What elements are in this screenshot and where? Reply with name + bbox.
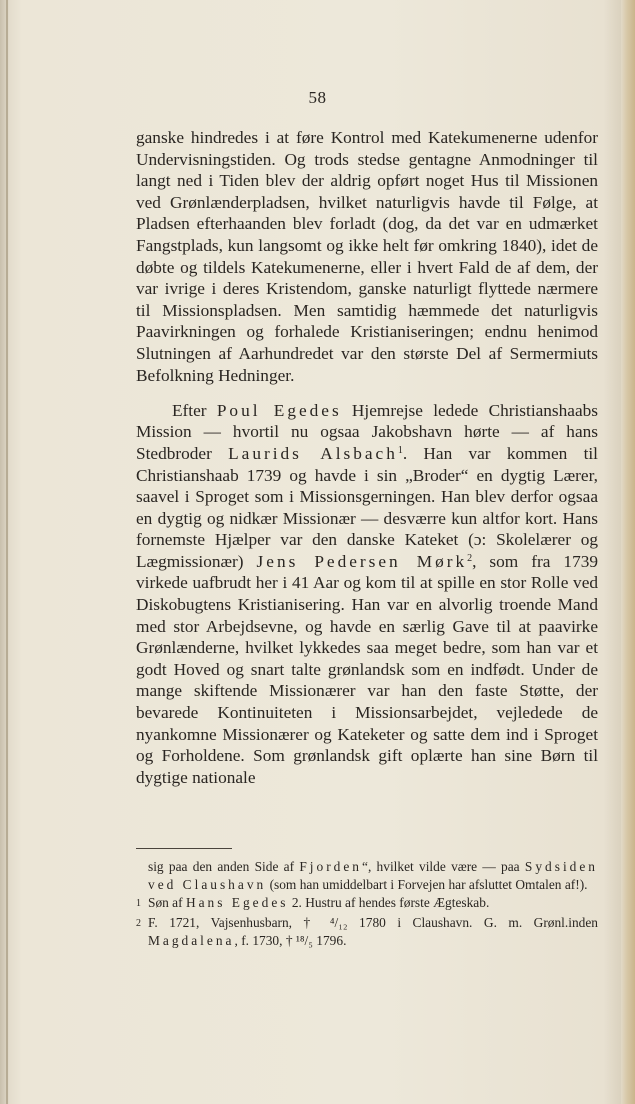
- emphasis-sydsiden: Sydsiden ved Claushavn: [148, 859, 598, 893]
- text-segment: , f. 1730, † ¹⁸/₅ 1796.: [234, 932, 347, 948]
- text-segment: Hjemrejse ledede Christianshaabs Mission — hvortil nu ogsaa Jakobshavn hørte — af hans Stedbroder: [136, 400, 598, 463]
- footnote-text: [148, 914, 598, 950]
- footnote-continuation: [136, 858, 598, 894]
- page-number: 58: [308, 88, 327, 107]
- text-segment: 2. Hustru af hendes første Ægteskab.: [288, 895, 490, 911]
- name-poul-egede: Poul Egedes: [216, 400, 342, 420]
- text-segment: F. 1721, Vajsenhusbarn, † ⁴/₁₂ 1780 i Claushavn. G. m. Grønl.inden: [148, 914, 598, 930]
- paragraph-2: [136, 400, 598, 789]
- footnote-text: [148, 894, 598, 913]
- paragraph-1: ganske hindredes i at føre Kontrol med Katekumenerne udenfor Undervisningstiden. Og trods stedse gentagne Anmodninger til langt ned i Tiden blev der aldrig opført noget Hus til Missionen ved Grønlænderpladsen, hvilket naturligvis havde til Følge, at Pladsen efterhaanden blev forladt (dog, da det var en udmærket Fangstplads, kun langsomt og ikke helt før omkring 1840), idet de døbte og tildels Katekumenerne, eller i hvert Fald de af dem, der var ivrige i deres Kristendom, ganske naturligt flyttede nærmere til Missionspladsen. Men samtidig hæmmede det naturligvis Paavirkningen og forhalede Kristianiseringen; endnu henimod Slutningen af Aarhundredet var den største Del af Sermermiuts Befolkning Hedninger.: [136, 128, 598, 385]
- text-segment: (som han umiddelbart i Forvejen har afsluttet Omtalen af!).: [266, 877, 588, 893]
- text-segment: . Han var kommen til Christianshaab 1739 og havde i sin „Broder“ en dygtig Lærer, saavel i Sproget som i Missionsgerningen. Han blev derfor ogsaa en dygtig og nidkær Missionær — desværre kun altfor kort. Hans fornemste Hjælper var den danske Kateket (ɔ: Skolelærer og Lægmissionær): [136, 443, 598, 571]
- text-segment: Efter: [172, 400, 217, 420]
- page-left-edge: [6, 0, 8, 1104]
- text-segment: Søn af: [148, 895, 186, 911]
- emphasis-hans-egedes: Hans Egedes: [185, 895, 289, 911]
- footnote-marker: 1: [136, 898, 141, 910]
- footnote-divider: [136, 848, 232, 849]
- name-laurids-alsbach: Laurids Alsbach: [228, 443, 398, 463]
- main-text: [136, 127, 598, 788]
- text-segment: , som fra 1739 virkede uafbrudt her i 41 Aar og kom til at spille en stor Rolle ved Diskobugtens Kristianisering. Han var en alvorlig troende Mand med stor Arbejdsevne, og havde en særlig Gave til at paavirke Grønlænderne, hvilket lykkedes saa meget bedre, som han var et godt Hoved og snart talte grønlandsk som en indfødt. Under de mange skiftende Missionærer var han den faste Støtte, der bevarede Kontinuiteten i Missionsarbejdet, vejledede de nyankomne Missionærer og Kateketer og satte dem ind i Sproget og Forholdene. Som grønlandsk gift oplærte han sine Børn til dygtige nationale: [136, 551, 598, 787]
- name-jens-pedersen-mork: Jens Pedersen Mørk: [256, 551, 468, 571]
- emphasis-fjorden: Fjorden: [299, 859, 362, 874]
- page-right-edge: [621, 0, 635, 1104]
- footnote-1: [136, 894, 598, 913]
- footnote-2: [136, 914, 598, 950]
- emphasis-magdalena: Magdalena: [148, 932, 235, 948]
- footnote-marker: 2: [136, 917, 141, 929]
- footnote-ref-2: 2: [467, 552, 473, 564]
- footnote-ref-1: 1: [397, 444, 403, 456]
- text-segment: “, hvilket vilde være — paa: [362, 859, 525, 874]
- text-segment: sig paa den anden Side af: [148, 859, 300, 874]
- footnotes: [136, 858, 598, 950]
